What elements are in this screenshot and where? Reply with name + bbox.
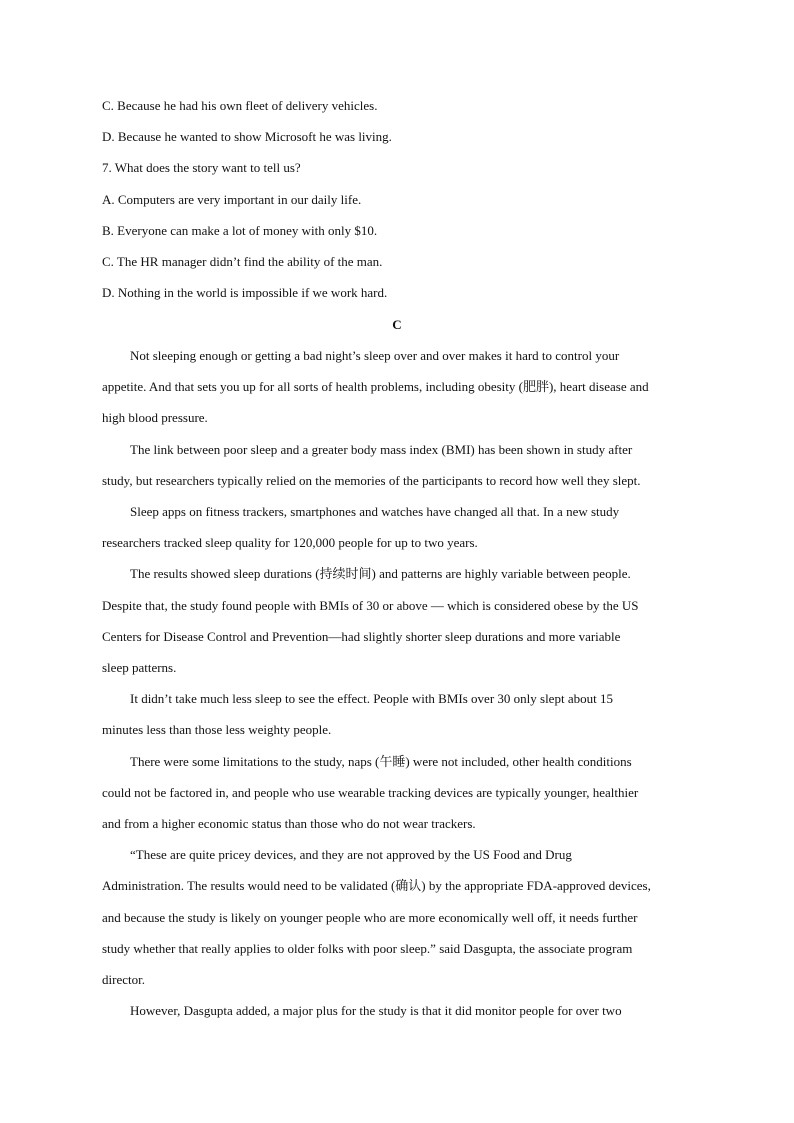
paragraph-1-line-3: high blood pressure. xyxy=(102,410,208,425)
paragraph-1-line-1: Not sleeping enough or getting a bad night’s sleep over and over makes it hard to control your xyxy=(130,348,620,363)
paragraph-3-line-1: Sleep apps on fitness trackers, smartphones and watches have changed all that. In a new study xyxy=(130,504,620,519)
paragraph-2-line-1: The link between poor sleep and a greater body mass index (BMI) has been shown in study after xyxy=(130,442,633,457)
paragraph-4-line-3: Centers for Disease Control and Prevention—had slightly shorter sleep durations and more variable xyxy=(102,629,621,644)
question-7-option-c: C. The HR manager didn’t find the ability of the man. xyxy=(102,254,383,269)
paragraph-4-line-2: Despite that, the study found people with BMIs of 30 or above — which is considered obese by the US xyxy=(102,598,639,613)
question-7-stem: 7. What does the story want to tell us? xyxy=(102,160,301,175)
paragraph-5-line-2: minutes less than those less weighty people. xyxy=(102,722,332,737)
paragraph-7-line-4: study whether that really applies to older folks with poor sleep.” said Dasgupta, the associate program xyxy=(102,941,633,956)
question-7-option-a: A. Computers are very important in our daily life. xyxy=(102,192,362,207)
paragraph-4-line-4: sleep patterns. xyxy=(102,660,177,675)
paragraph-7-line-3: and because the study is likely on younger people who are more economically well off, it needs further xyxy=(102,910,638,925)
section-title: C xyxy=(392,317,402,332)
paragraph-5-line-1: It didn’t take much less sleep to see the effect. People with BMIs over 30 only slept about 15 xyxy=(130,691,613,706)
option-c-line: C. Because he had his own fleet of delivery vehicles. xyxy=(102,98,378,113)
question-7-option-d: D. Nothing in the world is impossible if we work hard. xyxy=(102,285,388,300)
paragraph-6-line-3: and from a higher economic status than those who do not wear trackers. xyxy=(102,816,476,831)
paragraph-3-line-2: researchers tracked sleep quality for 120,000 people for up to two years. xyxy=(102,535,478,550)
option-d-line: D. Because he wanted to show Microsoft he was living. xyxy=(102,129,392,144)
paragraph-2-line-2: study, but researchers typically relied on the memories of the participants to record how well they slept. xyxy=(102,473,641,488)
paragraph-4-line-1: The results showed sleep durations (持续时间) and patterns are highly variable between people. xyxy=(130,566,631,581)
paragraph-7-line-5: director. xyxy=(102,972,145,987)
question-7-option-b: B. Everyone can make a lot of money with only $10. xyxy=(102,223,378,238)
paragraph-8-line-1: However, Dasgupta added, a major plus for the study is that it did monitor people for over two xyxy=(130,1003,622,1018)
paragraph-7-line-2: Administration. The results would need to be validated (确认) by the appropriate FDA-approved devices, xyxy=(102,878,651,893)
paragraph-7-line-1: “These are quite pricey devices, and they are not approved by the US Food and Drug xyxy=(130,847,572,862)
paragraph-6-line-1: There were some limitations to the study, naps (午睡) were not included, other health conditions xyxy=(130,754,632,769)
paragraph-1-line-2: appetite. And that sets you up for all sorts of health problems, including obesity (肥胖), heart disease and xyxy=(102,379,649,394)
paragraph-6-line-2: could not be factored in, and people who use wearable tracking devices are typically younger, healthier xyxy=(102,785,639,800)
